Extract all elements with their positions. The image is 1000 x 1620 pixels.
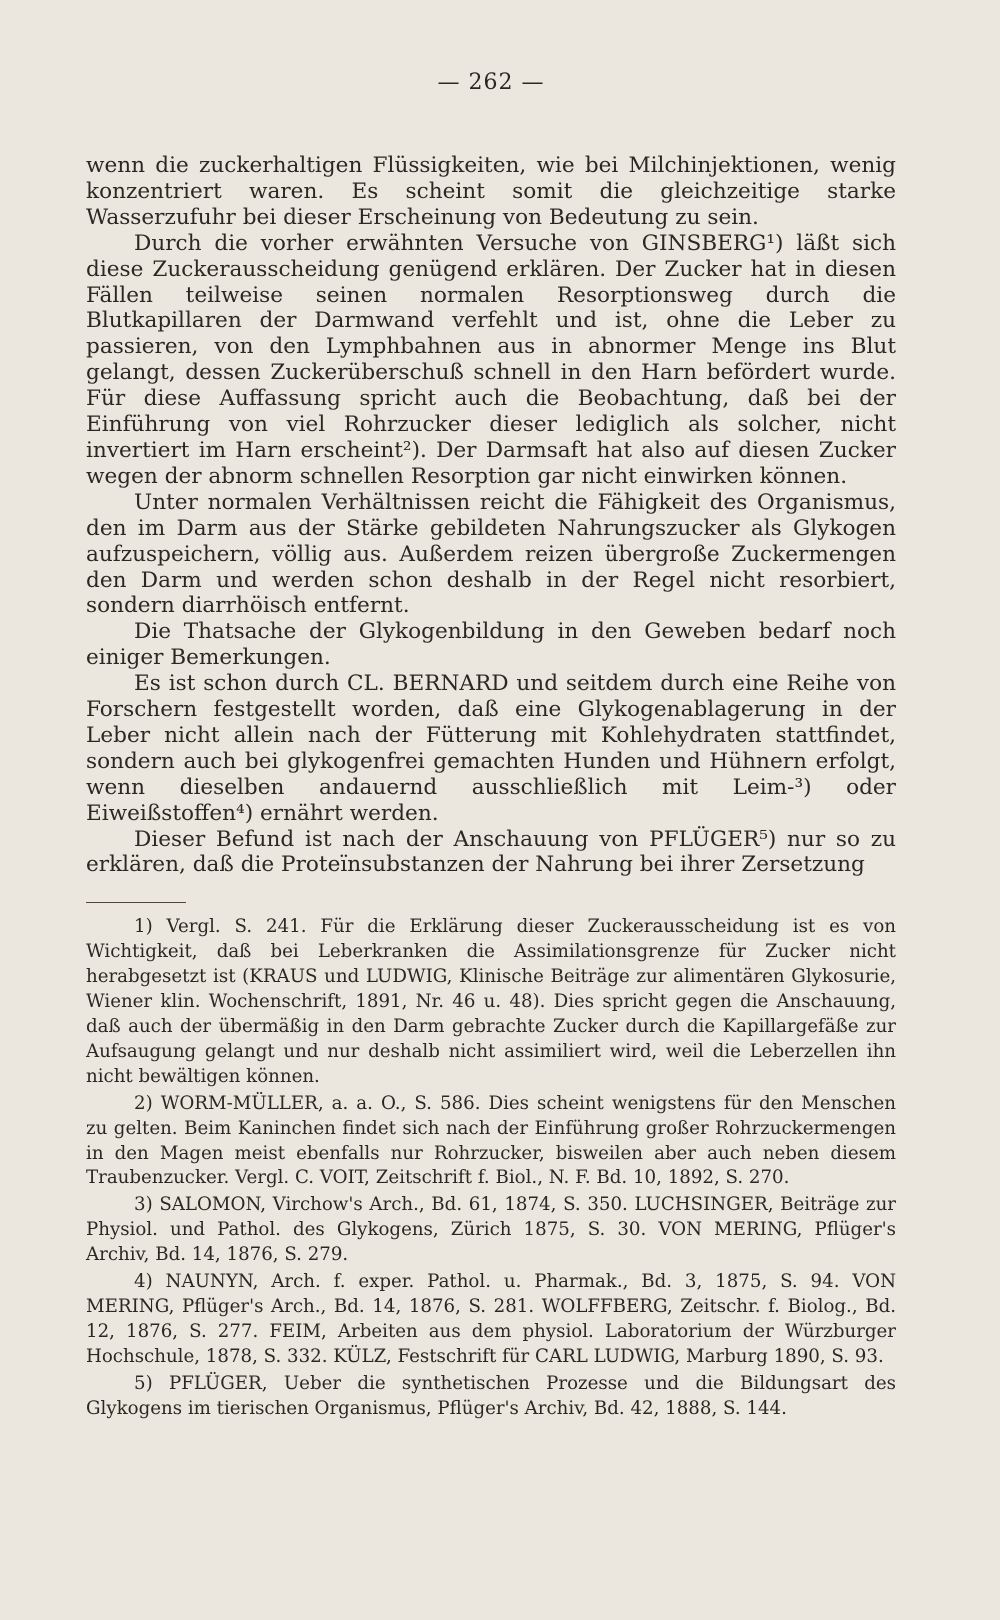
- footnote: 2) WORM-MÜLLER, a. a. O., S. 586. Dies scheint wenigstens für den Menschen zu gelten. Beim Kaninchen findet sich nach der Einführung großer Rohrzuckermengen in den Magen meist ebenfalls nur Rohrzucker, bisweilen aber auch neben diesem Traubenzucker. Vergl. C. VOIT, Zeitschrift f. Biol., N. F. Bd. 10, 1892, S. 270.: [86, 1092, 896, 1189]
- body-paragraph: Unter normalen Verhältnissen reicht die Fähigkeit des Organismus, den im Darm aus der Stärke gebildeten Nahrungszucker als Glykogen aufzuspeichern, völlig aus. Außerdem reizen übergroße Zuckermengen den Darm und werden schon deshalb in der Regel nicht resorbiert, sondern diarrhöisch entfernt.: [86, 489, 896, 619]
- body-paragraph: wenn die zuckerhaltigen Flüssigkeiten, wie bei Milchinjektionen, wenig konzentriert waren. Es scheint somit die gleichzeitige starke Wasserzufuhr bei dieser Erscheinung von Bedeutung zu sein.: [86, 153, 896, 230]
- footnotes: [86, 915, 896, 1421]
- footnote: 4) NAUNYN, Arch. f. exper. Pathol. u. Pharmak., Bd. 3, 1875, S. 94. VON MERING, Pflüger's Arch., Bd. 14, 1876, S. 281. WOLFFBERG, Zeitschr. f. Biolog., Bd. 12, 1876, S. 277. FEIM, Arbeiten aus dem physiol. Laboratorium der Würzburger Hochschule, 1878, S. 332. KÜLZ, Festschrift für CARL LUDWIG, Marburg 1890, S. 93.: [86, 1271, 896, 1367]
- footnote: 1) Vergl. S. 241. Für die Erklärung dieser Zuckerausscheidung ist es von Wichtigkeit, daß bei Leberkranken die Assimilationsgrenze für Zucker nicht herabgesetzt ist (KRAUS und LUDWIG, Klinische Beiträge zur alimentären Glykosurie, Wiener klin. Wochenschrift, 1891, Nr. 46 u. 48). Dies spricht gegen die Anschauung, daß auch der übermäßig in den Darm gebrachte Zucker durch die Kapillargefäße zur Aufsaugung gelangt und nur deshalb nicht assimiliert wird, weil die Leberzellen ihn nicht bewältigen können.: [86, 916, 896, 1087]
- page-number: — 262 —: [437, 70, 545, 95]
- body-paragraph: Dieser Befund ist nach der Anschauung von PFLÜGER⁵) nur so zu erklären, daß die Proteïnsubstanzen der Nahrung bei ihrer Zersetzung: [86, 826, 896, 878]
- body-paragraph: Die Thatsache der Glykogenbildung in den Geweben bedarf noch einiger Bemerkungen.: [86, 619, 896, 671]
- body-paragraph: Durch die vorher erwähnten Versuche von GINSBERG¹) läßt sich diese Zuckerausscheidung genügend erklären. Der Zucker hat in diesen Fällen teilweise seinen normalen Resorptionsweg durch die Blutkapillaren der Darmwand verfehlt und ist, ohne die Leber zu passieren, von den Lymphbahnen aus in abnormer Menge ins Blut gelangt, dessen Zuckerüberschuß schnell in den Harn befördert wurde. Für diese Auffassung spricht auch die Beobachtung, daß bei der Einführung von viel Rohrzucker dieser lediglich als solcher, nicht invertiert im Harn erscheint²). Der Darmsaft hat also auf diesen Zucker wegen der abnorm schnellen Resorption gar nicht einwirken können.: [86, 230, 896, 489]
- body-paragraph: Es ist schon durch CL. BERNARD und seitdem durch eine Reihe von Forschern festgestellt worden, daß eine Glykogenablagerung in der Leber nicht allein nach der Fütterung mit Kohlehydraten stattfindet, sondern auch bei glykogenfrei gemachten Hunden und Hühnern erfolgt, wenn dieselben andauernd ausschließlich mit Leim-³) oder Eiweißstoffen⁴) ernährt werden.: [86, 671, 896, 826]
- footnote: 5) PFLÜGER, Ueber die synthetischen Prozesse und die Bildungsart des Glykogens im tierischen Organismus, Pflüger's Archiv, Bd. 42, 1888, S. 144.: [86, 1372, 896, 1419]
- footnote: 3) SALOMON, Virchow's Arch., Bd. 61, 1874, S. 350. LUCHSINGER, Beiträge zur Physiol. und Pathol. des Glykogens, Zürich 1875, S. 30. VON MERING, Pflüger's Archiv, Bd. 14, 1876, S. 279.: [86, 1194, 896, 1266]
- footnote-divider: [86, 902, 186, 903]
- main-text: [86, 153, 896, 878]
